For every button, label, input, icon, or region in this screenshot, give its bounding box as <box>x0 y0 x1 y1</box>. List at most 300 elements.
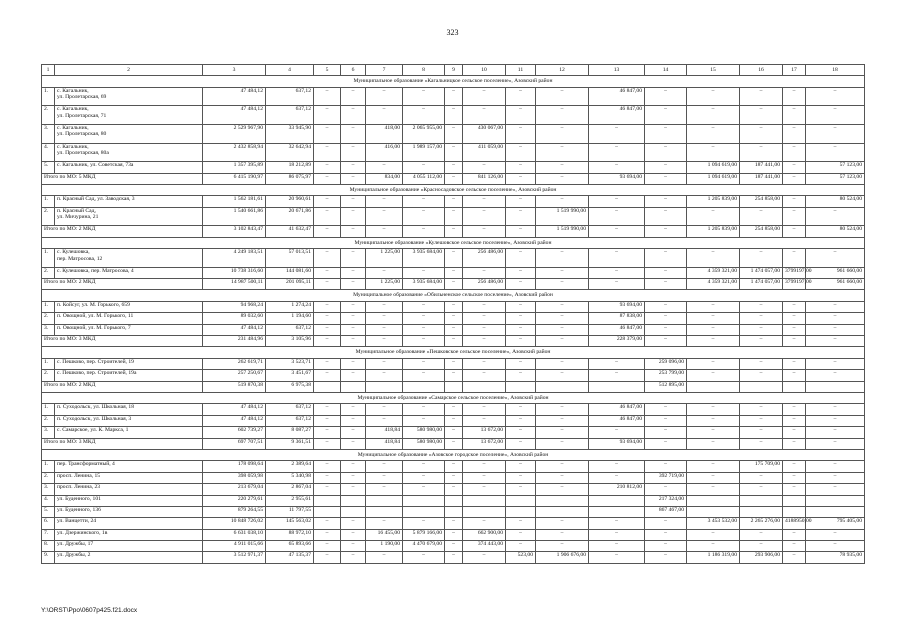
table-cell: 145 563,02 <box>266 518 314 529</box>
table-cell: 46 847,00 <box>589 415 645 426</box>
table-cell: 8. <box>42 541 55 552</box>
table-cell: – <box>366 484 403 495</box>
table-cell: п. Суходольск, ул. Школьная, 3 <box>55 415 203 426</box>
table-cell: – <box>506 196 536 207</box>
table-cell: с. Кагальник, ул. Советская, 73а <box>55 162 203 173</box>
table-row <box>42 313 865 324</box>
table-row <box>42 415 865 426</box>
table-cell: – <box>783 301 806 312</box>
table-cell: – <box>341 415 366 426</box>
section-row <box>42 184 865 195</box>
table-cell: – <box>463 518 506 529</box>
table-cell: 398 059,98 <box>203 472 266 483</box>
table-cell: 46 847,00 <box>589 404 645 415</box>
table-cell: – <box>445 370 463 381</box>
table-cell: – <box>445 484 463 495</box>
table-cell: 637,12 <box>266 106 314 125</box>
table-cell: 144 081,60 <box>266 267 314 278</box>
table-cell: 841 126,00 <box>463 173 506 184</box>
table-cell: – <box>589 370 645 381</box>
table-cell: 8 <box>403 65 445 76</box>
table-cell <box>403 495 445 506</box>
table-cell: Муниципальное образование «Обильненское сельское поселение», Азовский район <box>42 290 865 301</box>
table-cell: 3 523,71 <box>266 358 314 369</box>
table-cell: – <box>403 404 445 415</box>
table-cell: – <box>506 124 536 143</box>
table-cell: 10 848 726,02 <box>203 518 266 529</box>
table-cell: – <box>645 541 687 552</box>
table-cell: – <box>403 552 445 563</box>
table-cell: – <box>445 207 463 226</box>
table-cell: 2 389,64 <box>266 461 314 472</box>
table-cell: 20 671,86 <box>266 207 314 226</box>
table-cell: 392 719,00 <box>645 472 687 483</box>
table-cell: – <box>463 552 506 563</box>
table-cell: – <box>687 358 740 369</box>
table-cell: 47 484,12 <box>203 87 266 106</box>
table-cell: – <box>506 438 536 449</box>
table-cell: – <box>314 143 341 162</box>
table-cell: – <box>445 87 463 106</box>
table-cell: – <box>445 143 463 162</box>
table-cell: 867 467,00 <box>645 506 687 517</box>
table-cell: ул. Дружбы, 2 <box>55 552 203 563</box>
table-cell: – <box>806 472 865 483</box>
table-cell: – <box>403 162 445 173</box>
table-cell: – <box>341 336 366 347</box>
table-cell: 1 540 661,86 <box>203 207 266 226</box>
table-cell: – <box>783 484 806 495</box>
table-cell: – <box>783 249 806 268</box>
table-cell: 1 094 619,00 <box>687 162 740 173</box>
table-cell: 519 870,38 <box>203 381 266 392</box>
table-cell: п. Овощной, ул. М. Горького, 11 <box>55 313 203 324</box>
table-cell: – <box>645 87 687 106</box>
table-cell: – <box>506 87 536 106</box>
table-cell: 1 474 057,00 <box>740 267 783 278</box>
table-cell: 187 441,00 <box>740 173 783 184</box>
table-cell: 416,00 <box>366 143 403 162</box>
table-cell: – <box>687 143 740 162</box>
table-cell: – <box>463 196 506 207</box>
table-cell: – <box>536 358 589 369</box>
table-cell: – <box>341 438 366 449</box>
table-cell: – <box>536 301 589 312</box>
table-cell: 3. <box>42 427 55 438</box>
table-row <box>42 552 865 563</box>
table-cell: с. Кулешовка, пер. Матросова, 4 <box>55 267 203 278</box>
table-cell: ул. Дружбы, 17 <box>55 541 203 552</box>
table-cell <box>506 495 536 506</box>
table-cell: 15 <box>687 65 740 76</box>
table-cell: – <box>445 472 463 483</box>
table-cell: п. Красный Сад, ул. Заводская, 3 <box>55 196 203 207</box>
table-cell: 32 642,94 <box>266 143 314 162</box>
table-cell: 262 619,71 <box>203 358 266 369</box>
table-cell: 2. <box>42 370 55 381</box>
table-cell: – <box>463 162 506 173</box>
table-cell: – <box>506 207 536 226</box>
table-cell: 411 059,00 <box>463 143 506 162</box>
table-cell: 18 212,89 <box>266 162 314 173</box>
table-cell: 3. <box>42 484 55 495</box>
table-cell: – <box>806 143 865 162</box>
table-cell: 57 123,00 <box>806 162 865 173</box>
table-cell: – <box>740 404 783 415</box>
table-cell <box>314 381 341 392</box>
table-cell: просп. Ленина, 15 <box>55 472 203 483</box>
table-cell: 961 660,00 <box>806 267 865 278</box>
table-cell: – <box>783 358 806 369</box>
table-cell <box>687 506 740 517</box>
table-cell: – <box>806 415 865 426</box>
table-cell: 3 935 684,00 <box>403 279 445 290</box>
table-cell: 2. <box>42 106 55 125</box>
table-cell: – <box>341 143 366 162</box>
section-row <box>42 449 865 460</box>
table-cell: – <box>645 124 687 143</box>
table-cell: – <box>645 404 687 415</box>
table-cell: – <box>589 529 645 540</box>
table-cell: 662 900,00 <box>463 529 506 540</box>
table-cell: – <box>403 415 445 426</box>
table-cell: – <box>536 279 589 290</box>
table-cell: – <box>463 472 506 483</box>
table-cell: 795 405,00 <box>806 518 865 529</box>
table-cell: – <box>687 415 740 426</box>
table-cell: – <box>341 267 366 278</box>
table-cell: 2 529 967,90 <box>203 124 266 143</box>
table-header-row <box>42 65 865 76</box>
table-cell <box>783 506 806 517</box>
table-cell: – <box>314 87 341 106</box>
table-cell: – <box>806 124 865 143</box>
section-row <box>42 290 865 301</box>
total-row <box>42 279 865 290</box>
table-cell: 5 340,98 <box>266 472 314 483</box>
table-cell: – <box>740 415 783 426</box>
table-cell: – <box>536 106 589 125</box>
table-cell: – <box>341 518 366 529</box>
table-cell: – <box>445 358 463 369</box>
table-cell: – <box>740 87 783 106</box>
table-cell: 5. <box>42 162 55 173</box>
table-cell: – <box>740 207 783 226</box>
table-cell: – <box>506 267 536 278</box>
table-cell: – <box>314 207 341 226</box>
table-cell: – <box>314 461 341 472</box>
table-cell: – <box>341 472 366 483</box>
table-cell: – <box>740 541 783 552</box>
table-cell: – <box>463 461 506 472</box>
table-cell: 2. <box>42 472 55 483</box>
table-cell: п. Суходольск, ул. Школьная, 18 <box>55 404 203 415</box>
table-cell: 12 <box>536 65 589 76</box>
table-cell: 1 186 319,00 <box>687 552 740 563</box>
table-cell: – <box>341 427 366 438</box>
table-cell: 418,00 <box>366 124 403 143</box>
table-cell: – <box>366 162 403 173</box>
table-cell: – <box>366 267 403 278</box>
table-cell: – <box>645 226 687 237</box>
table-cell: – <box>589 207 645 226</box>
table-cell: 1. <box>42 196 55 207</box>
table-cell: 3. <box>42 324 55 335</box>
table-cell: 3 102 843,47 <box>203 226 266 237</box>
table-cell: 961 660,00 <box>806 279 865 290</box>
table-row <box>42 370 865 381</box>
table-cell: – <box>645 461 687 472</box>
table-cell: 93 694,00 <box>589 173 645 184</box>
table-cell: 210 812,00 <box>589 484 645 495</box>
table-cell: 187 441,00 <box>740 162 783 173</box>
table-cell: – <box>645 518 687 529</box>
table-cell: 418,84 <box>366 438 403 449</box>
table-cell: – <box>687 301 740 312</box>
table-cell: 1 519 990,00 <box>536 207 589 226</box>
table-cell: 88 972,10 <box>266 529 314 540</box>
table-cell: – <box>687 472 740 483</box>
table-cell: – <box>314 124 341 143</box>
table-cell: Итого по МО: 2 МКД <box>42 381 203 392</box>
table-cell: – <box>366 370 403 381</box>
table-cell: – <box>366 404 403 415</box>
table-cell: 220 279,61 <box>203 495 266 506</box>
table-cell: 2 265 276,00 <box>740 518 783 529</box>
table-cell: 86 075,97 <box>266 173 314 184</box>
table-cell: – <box>589 162 645 173</box>
table-cell: – <box>645 427 687 438</box>
table-cell <box>536 381 589 392</box>
table-cell: – <box>783 438 806 449</box>
table-cell: 9. <box>42 552 55 563</box>
table-cell: с. Кагальник, ул. Пролетарская, 80 <box>55 124 203 143</box>
table-cell <box>589 495 645 506</box>
table-cell: 253 799,00 <box>645 370 687 381</box>
table-cell: – <box>314 427 341 438</box>
table-cell: – <box>506 484 536 495</box>
table-cell: – <box>536 124 589 143</box>
table-cell: 3799197,00 <box>783 279 806 290</box>
table-cell: 3 105,96 <box>266 336 314 347</box>
table-cell: 4 055 112,00 <box>403 173 445 184</box>
table-cell: – <box>403 301 445 312</box>
table-cell: 1 989 157,00 <box>403 143 445 162</box>
table-cell: 3 451,67 <box>266 370 314 381</box>
table-cell: – <box>403 461 445 472</box>
table-cell: 374 443,00 <box>463 541 506 552</box>
table-cell <box>783 495 806 506</box>
table-cell: – <box>445 336 463 347</box>
table-cell: 80 524,00 <box>806 196 865 207</box>
table-cell: – <box>341 461 366 472</box>
table-cell: – <box>314 106 341 125</box>
table-cell: п. Овощной, ул. М. Горького, 7 <box>55 324 203 335</box>
table-cell <box>589 381 645 392</box>
table-cell: 47 484,12 <box>203 404 266 415</box>
table-cell: 3 <box>203 65 266 76</box>
table-cell: Муниципальное образование «Пешковское сельское поселение», Азовский район <box>42 347 865 358</box>
table-cell: – <box>314 279 341 290</box>
table-cell: – <box>536 87 589 106</box>
table-cell: 1. <box>42 301 55 312</box>
table-cell: 1 274,24 <box>266 301 314 312</box>
table-cell: – <box>403 472 445 483</box>
table-cell: – <box>445 313 463 324</box>
table-cell: 46 847,00 <box>589 87 645 106</box>
table-cell: 4 249 183,51 <box>203 249 266 268</box>
table-cell: – <box>740 427 783 438</box>
table-cell: 33 945,90 <box>266 124 314 143</box>
table-cell: – <box>645 301 687 312</box>
table-cell: – <box>341 207 366 226</box>
table-cell: – <box>366 358 403 369</box>
table-cell: – <box>366 301 403 312</box>
table-cell: 418,84 <box>366 427 403 438</box>
table-cell: 175 709,00 <box>740 461 783 472</box>
total-row <box>42 381 865 392</box>
table-cell: 1 205 839,00 <box>687 196 740 207</box>
table-cell: 94 968,24 <box>203 301 266 312</box>
table-cell: – <box>314 173 341 184</box>
table-cell <box>403 381 445 392</box>
table-cell: – <box>314 484 341 495</box>
table-cell: – <box>687 124 740 143</box>
table-cell: – <box>806 438 865 449</box>
total-row <box>42 226 865 237</box>
table-cell: Итого по МО: 5 МКД <box>42 173 203 184</box>
table-cell: 11 <box>506 65 536 76</box>
table-cell: с. Кагальник, ул. Пролетарская, 80а <box>55 143 203 162</box>
table-cell: – <box>506 249 536 268</box>
table-cell: 11 797,55 <box>266 506 314 517</box>
table-cell: 1. <box>42 404 55 415</box>
table-cell: – <box>314 196 341 207</box>
table-cell: – <box>687 87 740 106</box>
table-cell: – <box>783 162 806 173</box>
table-cell: п. Красный Сад, ул. Мичурина, 21 <box>55 207 203 226</box>
table-cell: с. Пешково, пер. Строителей, 19а <box>55 370 203 381</box>
table-cell: – <box>645 313 687 324</box>
table-cell: 4. <box>42 143 55 162</box>
table-cell: 65 893,66 <box>266 541 314 552</box>
table-cell: – <box>403 336 445 347</box>
table-cell <box>463 495 506 506</box>
table-cell: Муниципальное образование «Красносадовское сельское поселение», Азовский район <box>42 184 865 195</box>
table-cell: – <box>589 427 645 438</box>
table-cell <box>341 506 366 517</box>
table-cell: – <box>366 518 403 529</box>
table-cell: 231 484,96 <box>203 336 266 347</box>
table-cell: – <box>783 552 806 563</box>
table-row <box>42 506 865 517</box>
table-cell: – <box>645 415 687 426</box>
table-cell: 4 470 679,00 <box>403 541 445 552</box>
table-cell: 257 250,67 <box>203 370 266 381</box>
table-cell <box>687 495 740 506</box>
table-cell: – <box>463 324 506 335</box>
table-cell: – <box>506 336 536 347</box>
table-cell: – <box>506 279 536 290</box>
table-cell: 254 858,00 <box>740 196 783 207</box>
table-cell: – <box>445 279 463 290</box>
table-row <box>42 324 865 335</box>
table-cell: – <box>445 196 463 207</box>
table-cell: – <box>687 541 740 552</box>
table-cell: – <box>403 484 445 495</box>
table-cell: 256 486,00 <box>463 249 506 268</box>
table-cell: – <box>445 552 463 563</box>
table-row <box>42 461 865 472</box>
table-cell: 13 672,00 <box>463 427 506 438</box>
table-cell: – <box>740 438 783 449</box>
table-cell: – <box>645 484 687 495</box>
table-cell: – <box>314 162 341 173</box>
table-cell: – <box>403 370 445 381</box>
table-cell: – <box>506 472 536 483</box>
table-cell: 6 975,38 <box>266 381 314 392</box>
table-cell: – <box>314 552 341 563</box>
table-cell: – <box>341 162 366 173</box>
table-cell: – <box>341 173 366 184</box>
table-cell: 430 067,00 <box>463 124 506 143</box>
table-cell: – <box>806 541 865 552</box>
table-row <box>42 162 865 173</box>
table-row <box>42 249 865 268</box>
table-cell: – <box>687 529 740 540</box>
table-row <box>42 358 865 369</box>
table-cell: ул. Буденного, 136 <box>55 506 203 517</box>
table-cell: – <box>740 358 783 369</box>
total-row <box>42 438 865 449</box>
table-cell: – <box>506 313 536 324</box>
table-cell: 46 847,00 <box>589 106 645 125</box>
table-cell: – <box>403 313 445 324</box>
table-cell: – <box>445 162 463 173</box>
table-cell: – <box>341 301 366 312</box>
table-cell <box>314 506 341 517</box>
table-cell: – <box>687 249 740 268</box>
table-cell: – <box>341 196 366 207</box>
table-cell: – <box>806 336 865 347</box>
table-cell: – <box>403 207 445 226</box>
table-cell: – <box>783 226 806 237</box>
table-cell: 93 694,00 <box>589 301 645 312</box>
table-cell: – <box>314 324 341 335</box>
table-cell: – <box>645 143 687 162</box>
table-cell: 2 065 955,00 <box>403 124 445 143</box>
table-cell: 7 <box>366 65 403 76</box>
table-cell: – <box>589 267 645 278</box>
table-cell <box>366 381 403 392</box>
table-cell: – <box>506 518 536 529</box>
table-cell: – <box>314 313 341 324</box>
table-cell: – <box>687 336 740 347</box>
table-cell: – <box>445 518 463 529</box>
table-cell: – <box>589 541 645 552</box>
table-cell: 293 906,00 <box>740 552 783 563</box>
table-cell: 1. <box>42 87 55 106</box>
table-cell: – <box>806 427 865 438</box>
table-cell: 6 631 038,10 <box>203 529 266 540</box>
table-cell <box>536 506 589 517</box>
table-cell: – <box>740 484 783 495</box>
table-cell: – <box>645 207 687 226</box>
table-cell: – <box>463 267 506 278</box>
table-cell: – <box>341 106 366 125</box>
table-row <box>42 301 865 312</box>
table-row <box>42 518 865 529</box>
